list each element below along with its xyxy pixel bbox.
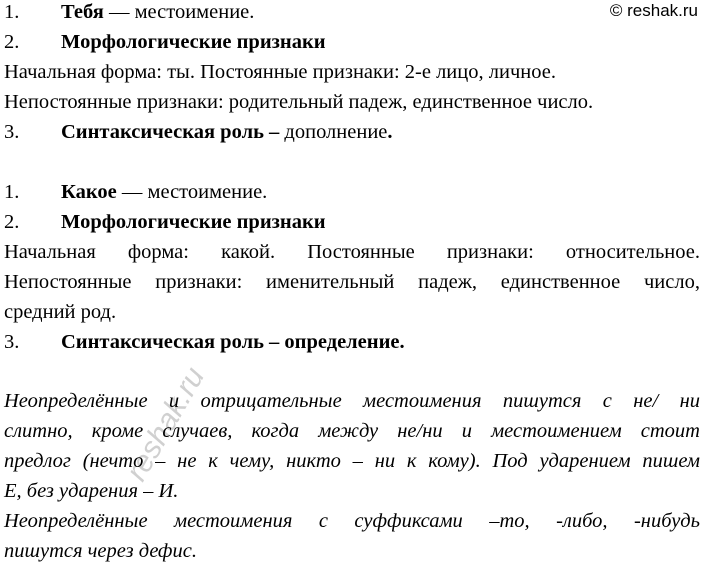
b1-item3-title: Синтаксическая роль – <box>61 121 280 143</box>
b2-item2-title: Морфологические признаки <box>61 211 326 233</box>
b1-item2-title: Морфологические признаки <box>61 31 326 53</box>
b2-line5: средний род. <box>4 301 117 323</box>
b1-item3-num: 3. <box>4 121 20 143</box>
b2-item1-rest: — местоимение. <box>116 181 268 203</box>
rule-line-1: Неопределённые и отрицательные местоимения пишутся с не/ ни <box>4 390 700 412</box>
b1-item1-word: Тебя <box>61 1 104 23</box>
rule-line-2: слитно, кроме случаев, когда между не/ни и местоимением стоит <box>4 420 700 442</box>
b2-item3 <box>4 330 405 354</box>
b1-line4: Непостоянные признаки: родительный падеж, единственное число. <box>4 91 594 113</box>
site-watermark: © reshak.ru <box>609 1 698 20</box>
b1-item2-num: 2. <box>4 31 20 53</box>
b2-line4: Непостоянные признаки: именительный падеж, единственное число, <box>4 271 700 293</box>
b2-item3-num: 3. <box>4 331 20 353</box>
b1-item3 <box>4 120 393 144</box>
rule-line-6: пишутся через дефис. <box>4 540 197 562</box>
b2-item3-title: Синтаксическая роль – определение. <box>61 331 405 353</box>
b2-item1-word: Какое <box>61 181 117 203</box>
b2-item2-num: 2. <box>4 211 20 233</box>
b2-item2 <box>4 210 326 234</box>
b1-line3: Начальная форма: ты. Постоянные признаки: 2-е лицо, личное. <box>4 61 556 83</box>
b1-item1-num: 1. <box>4 1 20 23</box>
b1-item1 <box>4 0 254 24</box>
b1-item2 <box>4 30 326 54</box>
rule-line-5: Неопределённые местоимения с суффиксами –то, -либо, -нибудь <box>4 510 700 532</box>
b1-item3-dot: . <box>387 121 393 143</box>
rule-line-4: Е, без ударения – И. <box>4 480 179 502</box>
rule-line-3: предлог (нечто – не к чему, никто – ни к кому). Под ударением пишем <box>4 450 700 472</box>
b2-item1 <box>4 180 267 204</box>
diagonal-watermark: reshak.ru <box>120 361 212 487</box>
b2-line3: Начальная форма: какой. Постоянные признаки: относительное. <box>4 241 700 263</box>
b1-item3-rest: дополнение <box>279 121 388 143</box>
b1-item1-rest: — местоимение. <box>103 1 255 23</box>
b2-item1-num: 1. <box>4 181 20 203</box>
